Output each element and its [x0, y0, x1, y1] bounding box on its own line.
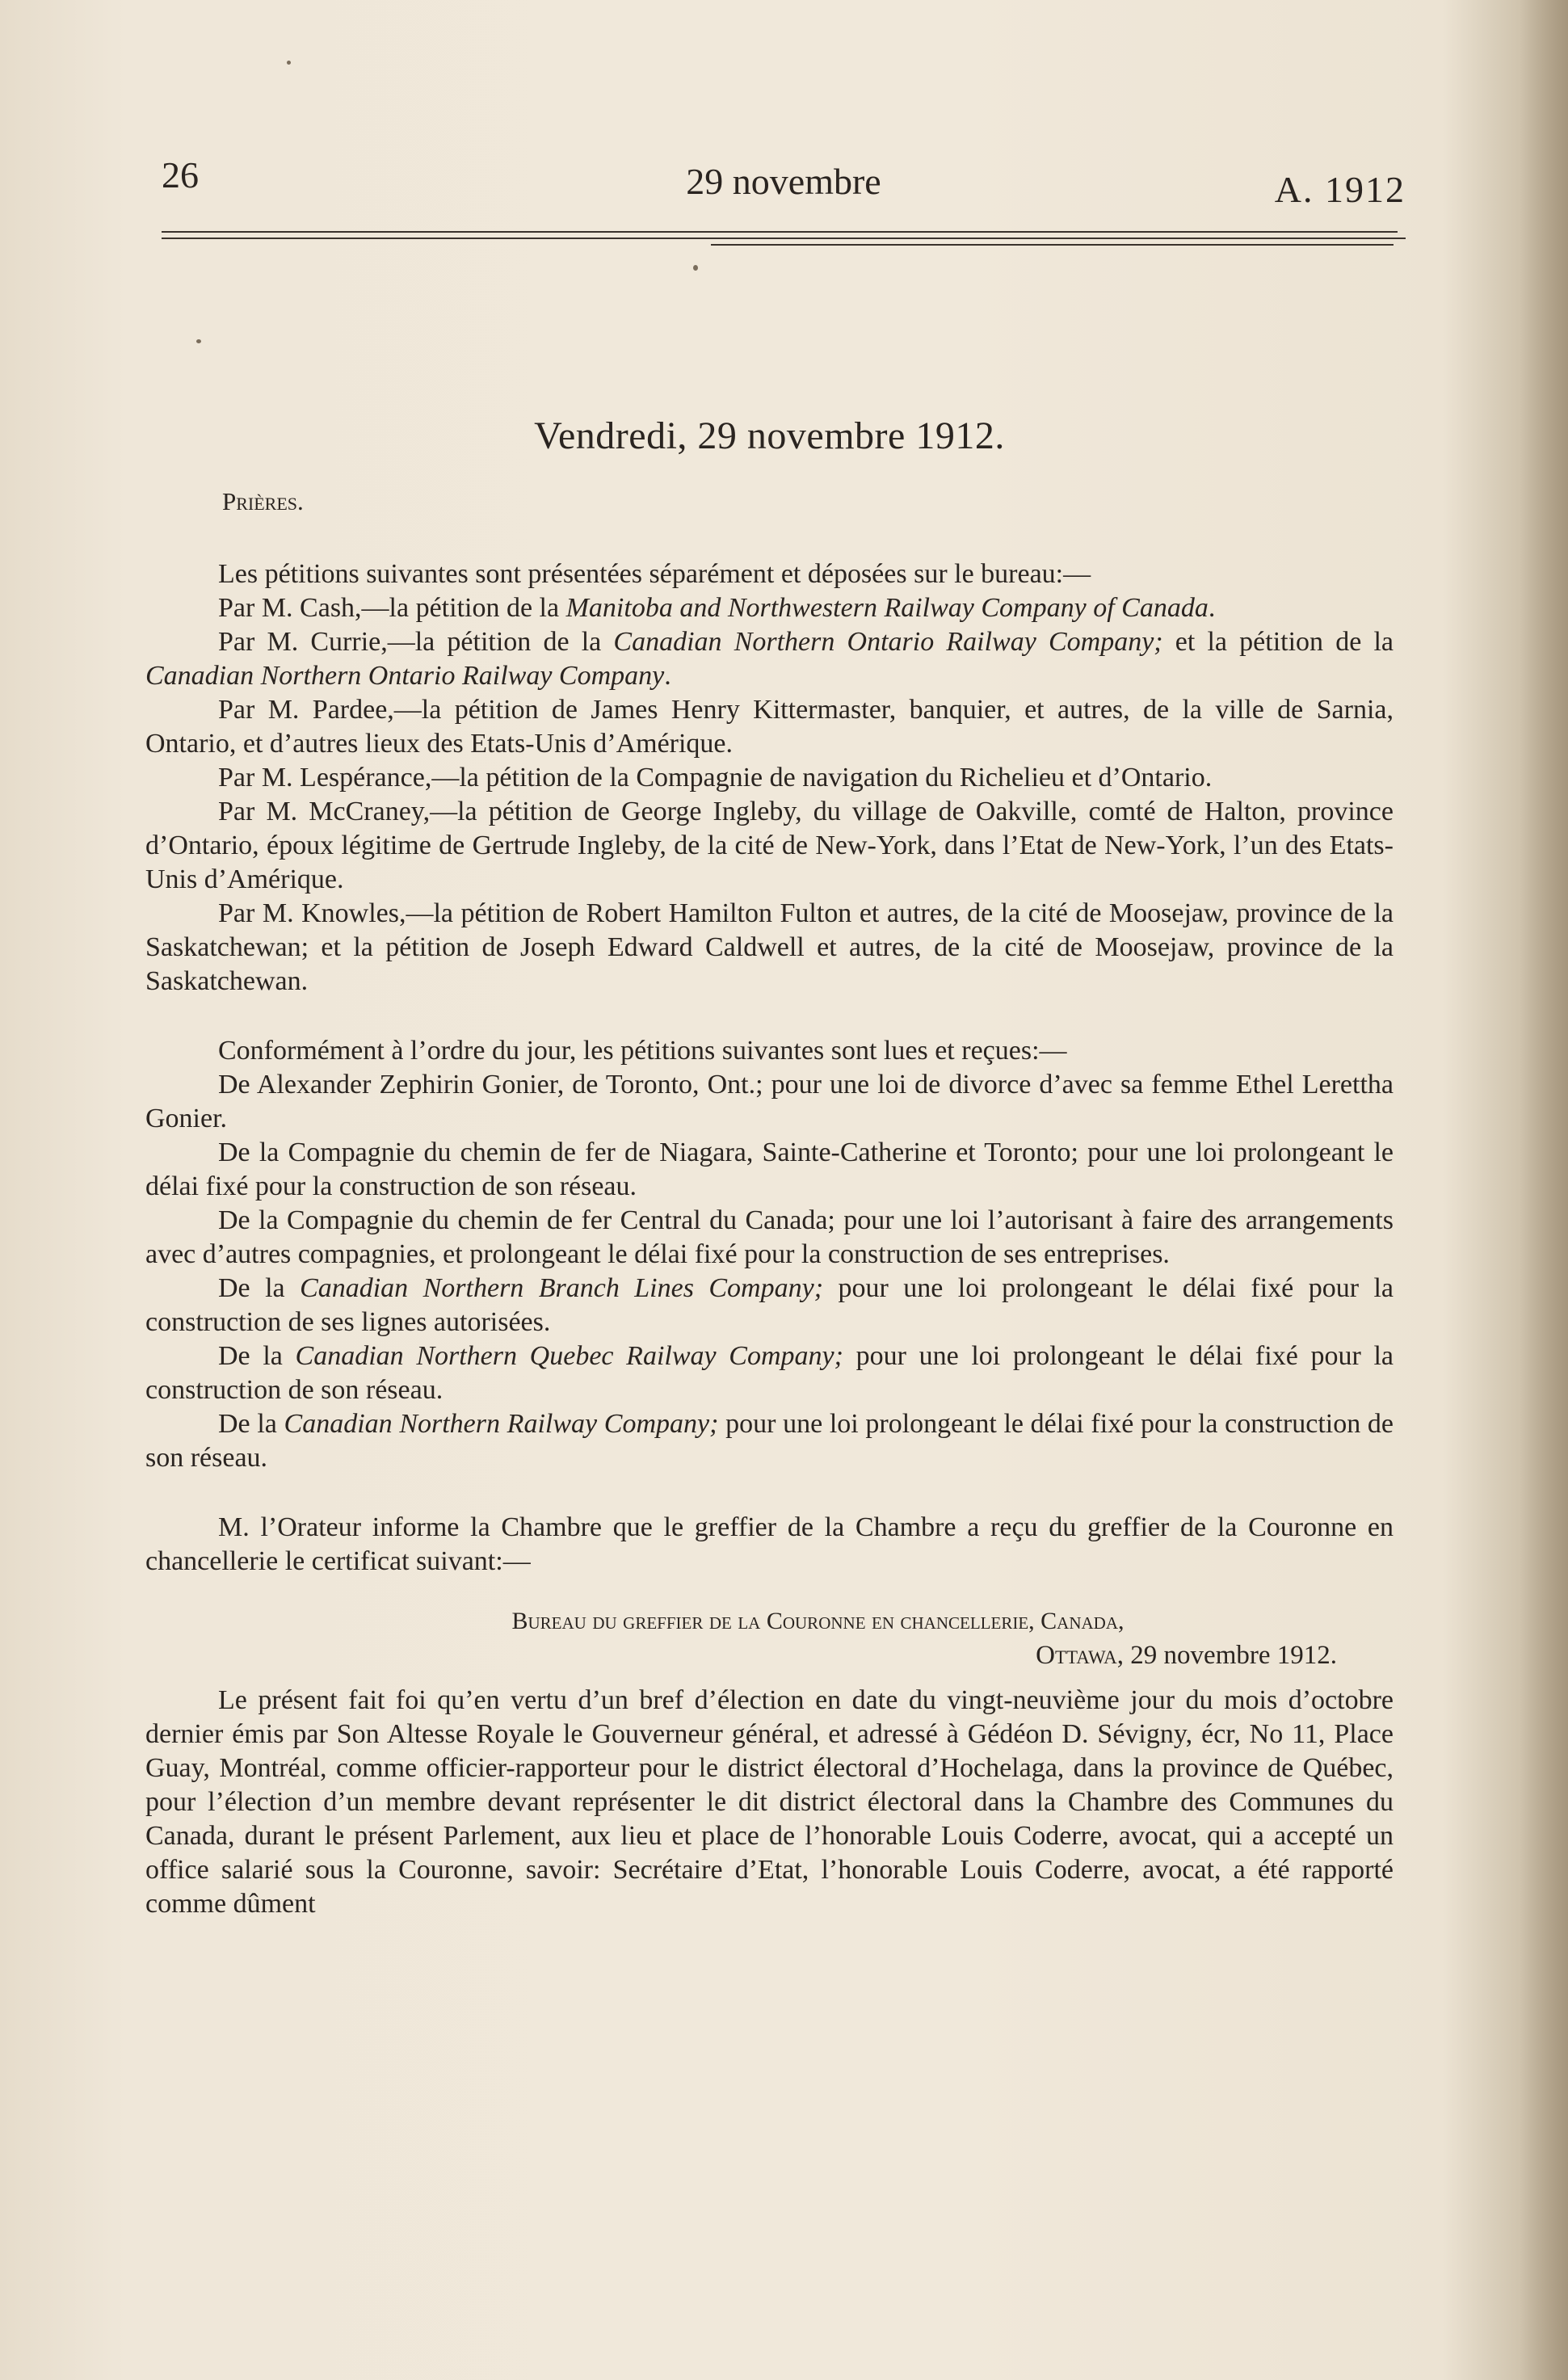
received-item: De la Canadian Northern Quebec Railway Company; pour une loi prolongeant le délai fixé pour la construction de son réseau. [145, 1341, 1394, 1405]
received-item: De Alexander Zephirin Gonier, de Toronto, Ont.; pour une loi de divorce d’avec sa femme Ethel Lerettha Gonier. [145, 1070, 1394, 1133]
petition-item: Par M. Cash,—la pétition de la Manitoba and Northwestern Railway Company of Canada. [218, 593, 1216, 623]
day-title: Vendredi, 29 novembre 1912. [534, 414, 1005, 457]
header-year: A. 1912 [1274, 169, 1406, 210]
petition-item: Par M. Knowles,—la pétition de Robert Hamilton Fulton et autres, de la cité de Moosejaw, province de la Saskatchewan; et la pétition de Joseph Edward Caldwell et autres, de la cité de Moosejaw, province de la Saskatchewan. [145, 898, 1394, 996]
page-number: 26 [162, 154, 199, 196]
received-item: De la Canadian Northern Branch Lines Company; pour une loi prolongeant le délai fixé pour la construction de ses lignes autorisées. [145, 1273, 1394, 1337]
received-item: De la Canadian Northern Railway Company; pour une loi prolongeant le délai fixé pour la construction de son réseau. [145, 1409, 1394, 1473]
petition-item: Par M. McCraney,—la pétition de George Ingleby, du village de Oakville, comté de Halton, province d’Ontario, époux légitime de Gertrude Ingleby, de la cité de New-York, dans l’Etat de New-York, l’un des Etats-Unis d’Amérique. [145, 797, 1394, 894]
certificate-body: Le présent fait foi qu’en vertu d’un bref d’élection en date du vingt-neuvième jour du mois d’octobre dernier émis par Son Altesse Royale le Gouverneur général, et adressé à Gédéon D. Sévigny, écr, No 11, Place Guay, Montréal, comme officier-rapporteur pour le district électoral d’Hochelaga, dans la province de Québec, pour l’élection d’un membre devant représenter le dit district électoral dans la Chambre des Communes du Canada, durant le présent Parlement, aux lieu et place de l’honorable Louis Coderre, avocat, qui a accepté un office salarié sous la Couronne, savoir: Secrétaire d’Etat, l’honorable Louis Coderre, avocat, a été rapporté comme dûment [145, 1685, 1394, 1919]
petition-item: Par M. Currie,—la pétition de la Canadian Northern Ontario Railway Company; et la pétition de la Canadian Northern Ontario Railway Company. [145, 627, 1394, 691]
header-rule [711, 244, 1394, 246]
header-rule [162, 231, 1398, 233]
certificate-date: Ottawa, 29 novembre 1912. [1036, 1641, 1337, 1670]
spacer [145, 1579, 1394, 1601]
spacer [145, 1672, 1394, 1684]
spacer [145, 1475, 1394, 1511]
page-edge-shadow [1520, 0, 1568, 2380]
petitions-received-intro: Conformément à l’ordre du jour, les pétitions suivantes sont lues et reçues:— [218, 1036, 1067, 1066]
petitions-presented-intro: Les pétitions suivantes sont présentées séparément et déposées sur le bureau:— [218, 559, 1091, 589]
specks [196, 339, 201, 343]
spacer [145, 999, 1394, 1034]
received-item: De la Compagnie du chemin de fer Central du Canada; pour une loi l’autorisant à faire des arrangements avec d’autres compagnies, et prolongeant le délai fixé pour la construction de ses entreprises. [145, 1205, 1394, 1269]
petition-item: Par M. Pardee,—la pétition de James Henry Kittermaster, banquier, et autres, de la ville de Sarnia, Ontario, et d’autres lieux des Etats-Unis d’Amérique. [145, 695, 1394, 759]
specks [287, 61, 291, 65]
journal-body [145, 412, 1394, 1921]
petition-item: Par M. Lespérance,—la pétition de la Compagnie de navigation du Richelieu et d’Ontario. [218, 763, 1213, 793]
certificate-office: Bureau du greffier de la Couronne en chancellerie, Canada, [511, 1608, 1125, 1634]
header-date: 29 novembre [686, 161, 881, 202]
speaker-statement: M. l’Orateur informe la Chambre que le greffier de la Chambre a reçu du greffier de la Couronne en chancellerie le certificat suivant:— [145, 1512, 1394, 1576]
header-rule [162, 238, 1406, 239]
specks [693, 265, 698, 271]
running-header [162, 153, 1406, 210]
received-item: De la Compagnie du chemin de fer de Niagara, Sainte-Catherine et Toronto; pour une loi prolongeant le délai fixé pour la construction de son réseau. [145, 1137, 1394, 1201]
prayers-heading: Prières. [222, 487, 304, 515]
